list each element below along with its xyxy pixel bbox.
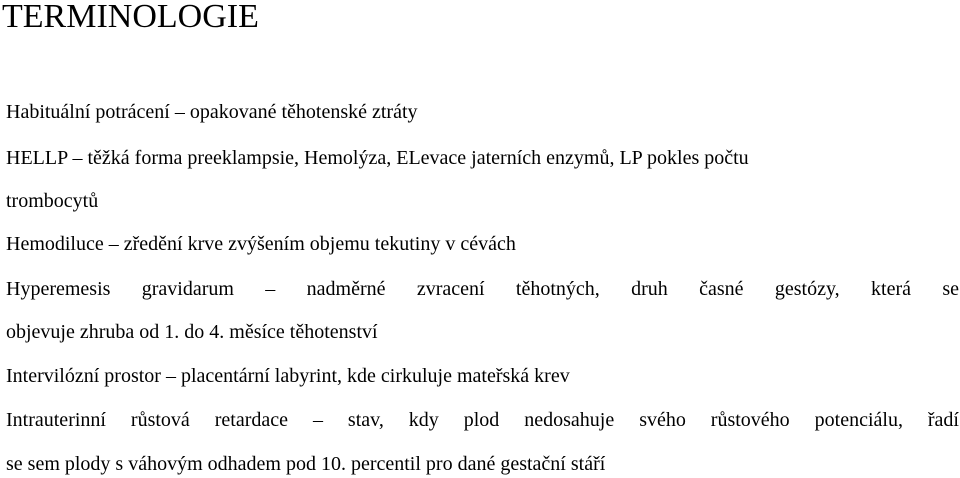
term-intrauterinni-continued: se sem plody s váhovým odhadem pod 10. percentil pro dané gestační stáří bbox=[6, 453, 606, 475]
page-title: TERMINOLOGIE bbox=[2, 0, 259, 35]
term-hellp-continued: trombocytů bbox=[6, 190, 99, 212]
term-intervilozni-prostor: Intervilózní prostor – placentární labyrint, kde cirkuluje mateřská krev bbox=[6, 365, 570, 387]
term-intrauterinni-rustova-retardace: Intrauterinní růstová retardace – stav, kdy plod nedosahuje svého růstového potenciálu, řadí bbox=[6, 409, 959, 431]
term-hemodiluce: Hemodiluce – zředění krve zvýšením objemu tekutiny v cévách bbox=[6, 233, 516, 255]
term-hyperemesis-continued: objevuje zhruba od 1. do 4. měsíce těhotenství bbox=[6, 321, 378, 343]
term-hellp: HELLP – těžká forma preeklampsie, Hemolýza, ELevace jaterních enzymů, LP pokles počtu bbox=[6, 147, 749, 169]
term-habitualni-potraceni: Habituální potrácení – opakované těhotenské ztráty bbox=[6, 101, 418, 123]
term-hyperemesis: Hyperemesis gravidarum – nadměrné zvracení těhotných, druh časné gestózy, která se bbox=[6, 278, 959, 300]
